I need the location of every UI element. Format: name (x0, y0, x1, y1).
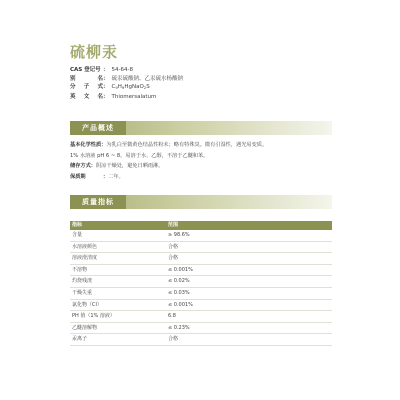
info-row-cas (70, 66, 183, 75)
table-row (70, 300, 332, 312)
indicator-cell: 溶液澄清度 (72, 255, 98, 262)
info-label: 英 文 名 (70, 93, 103, 100)
info-value: Thiomersalatum (111, 93, 157, 100)
indicator-cell: 灼烧残渣 (72, 278, 93, 285)
range-cell: 合格 (168, 336, 179, 343)
indicator-cell: 乙醚溶解物 (72, 324, 98, 331)
table-row (70, 265, 332, 277)
range-cell: 合格 (168, 243, 179, 250)
info-label: 别 名 (70, 75, 103, 82)
column-header: 指标 (72, 222, 83, 228)
info-colon: ： (103, 75, 109, 82)
table-row (70, 276, 332, 288)
indicator-cell: 水溶液颜色 (72, 243, 98, 250)
table-row (70, 323, 332, 335)
molecular-formula: $C_9H_9HgNaO_2S$ (111, 84, 150, 91)
chem-property-line: 基本化学性质：为乳白至微黄色结晶性粉末；略有特殊臭。微有引湿性，遇光易变质。 (70, 142, 268, 148)
table-row (70, 242, 332, 254)
quality-table (70, 221, 332, 346)
range-cell: ≥ 98.6% (168, 232, 190, 238)
table-row (70, 253, 332, 265)
indicator-cell: PH 值（1% 溶液） (72, 313, 115, 320)
overview-block (70, 140, 340, 182)
info-value: 硫汞硫酸钠、乙汞硫水杨酸钠 (111, 75, 184, 82)
table-row (70, 230, 332, 242)
section-title: 质量指标 (70, 195, 126, 209)
indicator-cell: 汞离子 (72, 336, 88, 343)
product-title: 硫柳汞 (70, 43, 119, 61)
info-colon: ： (103, 84, 109, 91)
table-header (70, 221, 332, 230)
range-cell: ≤ 0.23% (168, 324, 190, 331)
info-colon: ： (103, 93, 109, 100)
info-row-formula (70, 83, 183, 93)
info-label: 分 子 式 (70, 84, 103, 91)
table-row (70, 288, 332, 300)
range-cell: ≤ 0.001% (168, 301, 193, 308)
chem-property-line2: 1% 水溶液 pH 6 ~ 8。易溶于水、乙醇，不溶于乙醚和苯。 (70, 152, 209, 159)
range-cell: ≤ 0.001% (168, 266, 193, 273)
section-header-overview (70, 121, 332, 135)
table-row (70, 334, 332, 346)
info-colon: ： (103, 67, 109, 73)
info-row-english (70, 93, 183, 102)
info-value: 54-64-8 (111, 67, 133, 73)
range-cell: ≤ 0.03% (168, 289, 190, 296)
column-header: 范围 (168, 222, 179, 228)
indicator-cell: 含量 (72, 232, 83, 238)
info-label: CAS 登记号 (70, 67, 101, 73)
indicator-cell: 氯化物（Cl） (72, 301, 102, 308)
indicator-cell: 干燥失重 (72, 289, 93, 296)
info-row-alias (70, 75, 183, 84)
range-cell: 6.8 (168, 313, 176, 320)
table-row (70, 311, 332, 323)
product-info-block (70, 66, 183, 101)
storage-line: 储存方式：阴凉干燥处，避免日晒雨淋。 (70, 163, 164, 169)
section-title: 产品概述 (70, 121, 126, 135)
indicator-cell: 不溶物 (72, 266, 88, 273)
range-cell: ≤ 0.02% (168, 278, 190, 285)
range-cell: 合格 (168, 255, 179, 262)
table-body (70, 230, 332, 346)
section-header-quality (70, 195, 332, 209)
shelf-life-line: 保质期 ：二年。 (70, 173, 124, 180)
